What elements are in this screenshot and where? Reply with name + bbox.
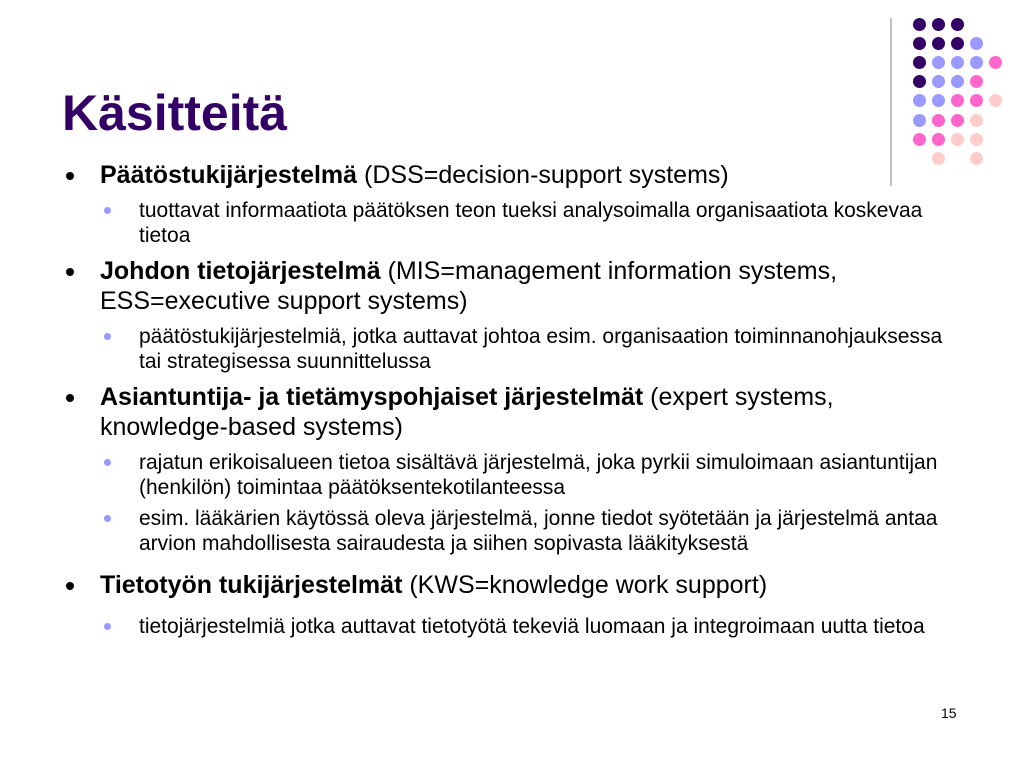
decorative-dot xyxy=(951,94,964,107)
decorative-dot xyxy=(913,56,926,69)
decorative-dot xyxy=(932,75,945,88)
bullet-icon xyxy=(66,172,74,180)
decorative-dot xyxy=(970,152,983,165)
sub-bullet-text: tietojärjestelmiä jotka auttavat tietotyötä tekeviä luomaan ja integroimaan uutta tietoa xyxy=(139,615,925,638)
sub-bullet-item xyxy=(62,324,962,374)
sub-bullet-icon xyxy=(104,515,111,522)
decorative-dot xyxy=(970,37,983,50)
decorative-dot xyxy=(913,133,926,146)
decorative-dot xyxy=(932,94,945,107)
sub-bullet-item xyxy=(62,610,962,643)
decorative-dot xyxy=(913,37,926,50)
bullet-item xyxy=(62,382,962,442)
sub-bullet-icon xyxy=(104,207,111,214)
decorative-dot xyxy=(951,114,964,127)
decorative-dot xyxy=(970,56,983,69)
bullet-list xyxy=(62,160,962,643)
bullet-item xyxy=(62,256,962,316)
decorative-dot xyxy=(970,114,983,127)
decorative-dot xyxy=(989,94,1002,107)
sub-bullet-text: esim. lääkärien käytössä oleva järjestelmä, jonne tiedot syötetään ja järjestelmä antaa arvion mahdollisesta sairaudesta ja siihen sopivasta lääkityksestä xyxy=(139,507,938,555)
decorative-dot xyxy=(913,114,926,127)
slide-title: Käsitteitä xyxy=(62,85,288,141)
bullet-icon xyxy=(66,582,74,590)
bullet-term: Päätöstukijärjestelmä xyxy=(100,161,358,189)
page-number: 15 xyxy=(941,705,957,721)
sub-bullet-text: päätöstukijärjestelmiä, jotka auttavat johtoa esim. organisaation toiminnanohjauksessa tai strategisessa suunnittelussa xyxy=(139,325,943,373)
sub-bullet-item xyxy=(62,198,962,248)
bullet-description: (KWS=knowledge work support) xyxy=(402,571,768,599)
bullet-icon xyxy=(66,268,74,276)
sub-bullet-text: tuottavat informaatiota päätöksen teon tueksi analysoimalla organisaatiota koskevaa tietoa xyxy=(139,199,923,247)
bullet-description: (expert systems, knowledge-based systems) xyxy=(100,383,834,441)
decorative-dot xyxy=(913,18,926,31)
decorative-dot xyxy=(932,37,945,50)
decorative-dot xyxy=(951,18,964,31)
decorative-dot xyxy=(951,56,964,69)
bullet-term: Tietotyön tukijärjestelmät xyxy=(100,571,403,599)
decorative-dot xyxy=(951,133,964,146)
decorative-dot xyxy=(932,56,945,69)
decorative-dot xyxy=(989,56,1002,69)
decorative-dot xyxy=(970,94,983,107)
sub-bullet-item xyxy=(62,506,962,556)
decorative-dot xyxy=(932,133,945,146)
decorative-dot xyxy=(951,75,964,88)
sub-bullet-icon xyxy=(104,623,111,630)
bullet-term: Johdon tietojärjestelmä xyxy=(100,257,381,285)
decorative-dot xyxy=(970,75,983,88)
sub-bullet-text: rajatun erikoisalueen tietoa sisältävä järjestelmä, joka pyrkii simuloimaan asiantuntijan (henkilön) toimintaa päätöksentekotilanteessa xyxy=(139,451,938,499)
bullet-item xyxy=(62,160,962,190)
sub-bullet-icon xyxy=(104,333,111,340)
decorative-dot xyxy=(913,94,926,107)
bullet-item xyxy=(62,570,962,600)
bullet-term: Asiantuntija- ja tietämyspohjaiset järjestelmät xyxy=(100,383,644,411)
decorative-dot xyxy=(932,18,945,31)
bullet-description: (DSS=decision-support systems) xyxy=(357,161,729,189)
bullet-description: (MIS=management information systems, ESS=executive support systems) xyxy=(100,257,838,315)
decorative-dot xyxy=(951,37,964,50)
decorative-dot xyxy=(913,75,926,88)
sub-bullet-item xyxy=(62,450,962,500)
sub-bullet-icon xyxy=(104,459,111,466)
decorative-dot xyxy=(970,133,983,146)
bullet-icon xyxy=(66,394,74,402)
decorative-dot xyxy=(932,114,945,127)
